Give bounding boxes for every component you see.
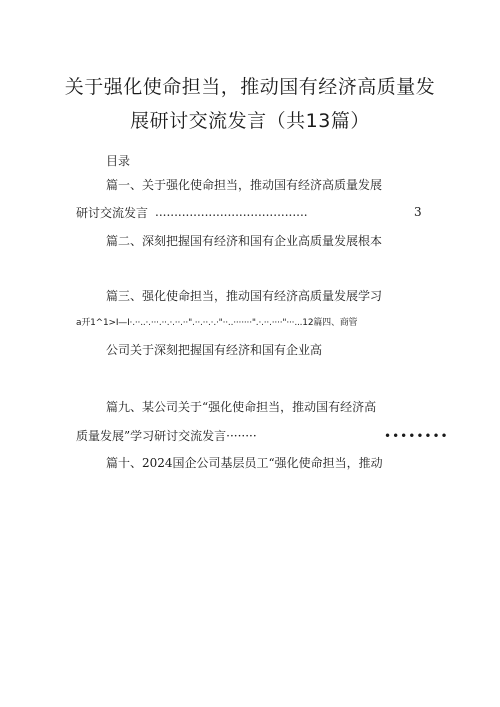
document-title-line2: 展研讨交流发言（共13篇） — [130, 110, 370, 132]
toc-dot-leader: ........................................ — [155, 205, 308, 219]
toc-garbled-line[interactable]: a开1^1>I—I·.··..·.···.··.·.··.··".··.··.·.·"··..·······".·.··.····"···...12篇四、商管 — [76, 318, 358, 328]
toc-entry-9[interactable]: 篇九、某公司关于“强化使命担当，推动国有经济高 — [106, 400, 377, 414]
document-title-line1: 关于强化使命担当，推动国有经济高质量发 — [64, 76, 436, 98]
toc-heading: 目录 — [106, 154, 131, 168]
toc-entry-4-continued[interactable]: 公司关于深刻把握国有经济和国有企业高 — [106, 343, 323, 357]
toc-page-number: 3 — [414, 205, 422, 219]
toc-entry-2[interactable]: 篇二、深刻把握国有经济和国有企业高质量发展根本 — [106, 234, 383, 248]
toc-entry-9-continued[interactable]: 质量发展”学习研讨交流发言········ — [76, 429, 257, 443]
toc-entry-1-continued[interactable]: 研讨交流发言 — [76, 206, 149, 220]
toc-bullet-leader: •••••••• — [384, 429, 449, 443]
toc-entry-10[interactable]: 篇十、2024国企公司基层员工“强化使命担当，推动 — [106, 456, 383, 470]
toc-entry-1[interactable]: 篇一、关于强化使命担当，推动国有经济高质量发展 — [106, 178, 383, 192]
toc-entry-3[interactable]: 篇三、强化使命担当，推动国有经济高质量发展学习 — [106, 289, 383, 303]
